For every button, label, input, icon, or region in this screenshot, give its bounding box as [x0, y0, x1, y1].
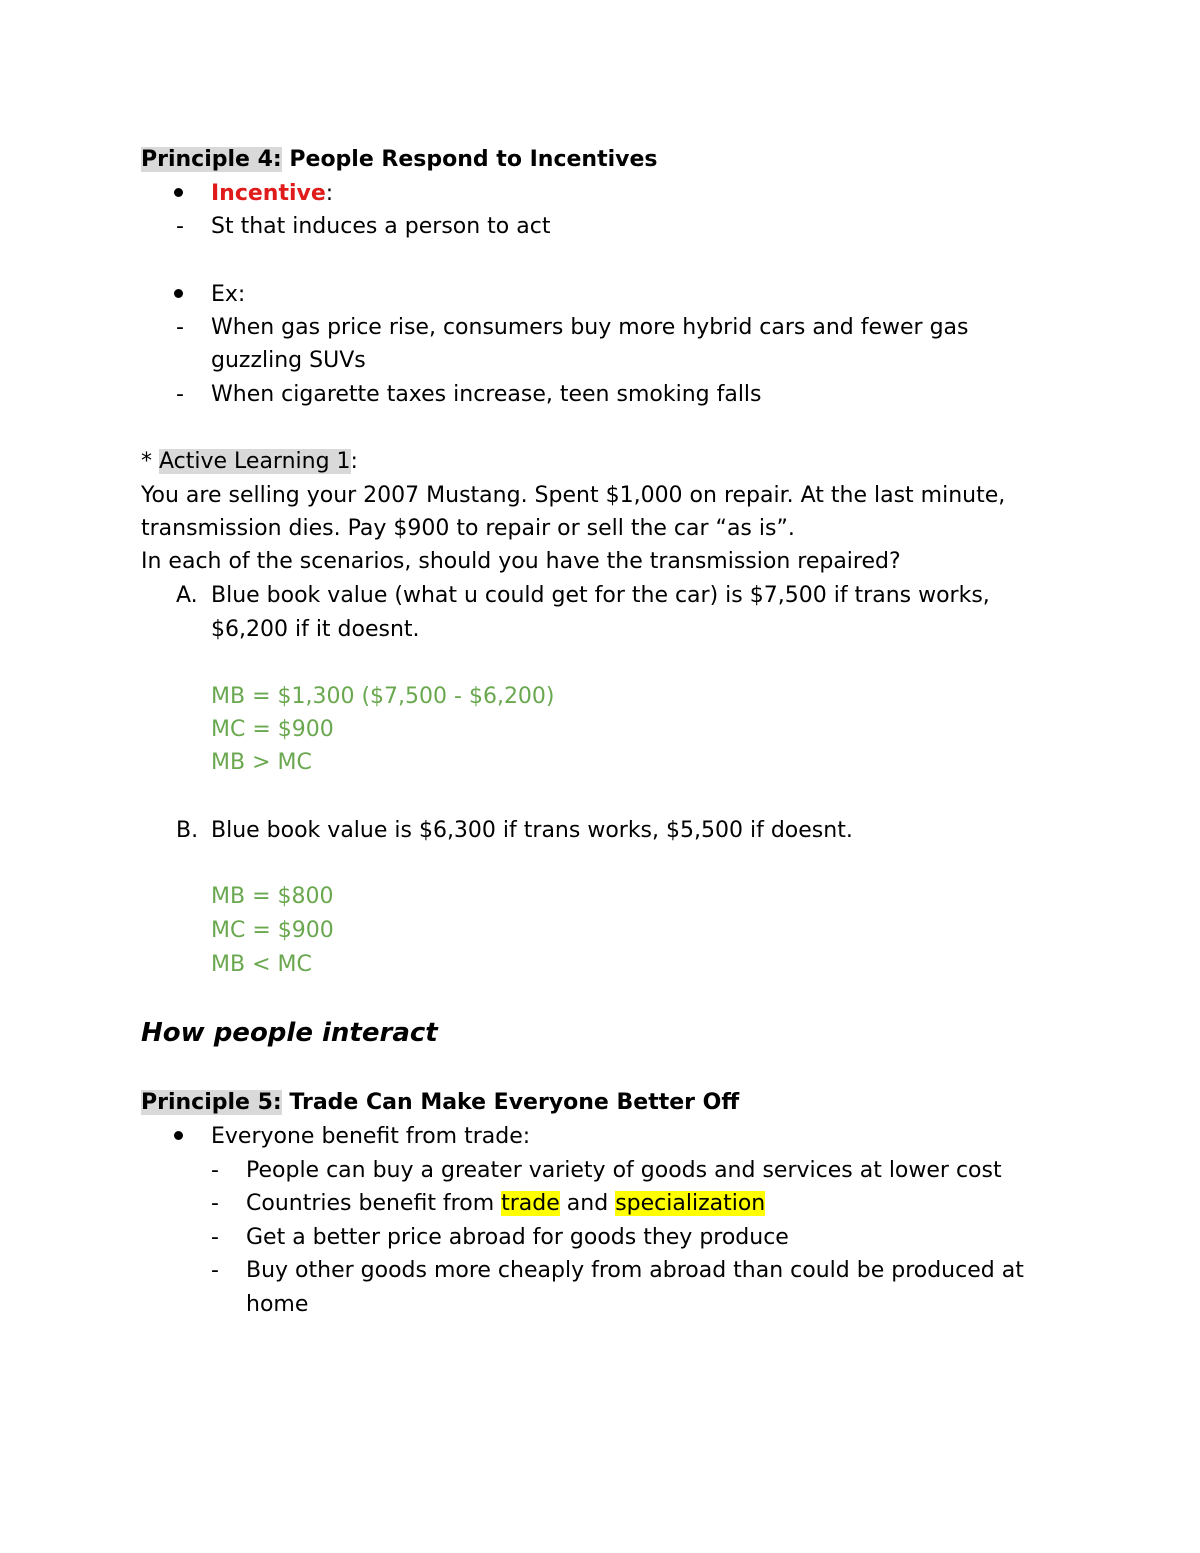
scenario-b-mb: MB = $800 [211, 884, 334, 909]
principle-5-heading [141, 1088, 739, 1118]
scenario-b-mc: MC = $900 [211, 918, 334, 943]
dash-icon: - [211, 1225, 219, 1250]
bullet-icon [174, 188, 183, 197]
scenario-a-line-1: Blue book value (what u could get for the car) is $7,500 if trans works, [211, 583, 990, 608]
dash-icon: - [176, 382, 184, 407]
scenario-a-line-2: $6,200 if it doesnt. [211, 617, 420, 642]
trade-point-4-line-2: home [246, 1292, 309, 1317]
dash-icon: - [176, 214, 184, 239]
trade-point-2-and: and [559, 1191, 616, 1216]
principle-4-label: Principle 4: [141, 147, 282, 172]
scenario-a-comparison: MB > MC [211, 750, 312, 775]
example-1-line-2: guzzling SUVs [211, 348, 366, 373]
asterisk: * [141, 449, 159, 474]
trade-point-3: Get a better price abroad for goods they produce [246, 1225, 789, 1250]
trade-benefit-bullet: Everyone benefit from trade: [211, 1124, 531, 1149]
incentive-colon: : [325, 181, 334, 206]
dash-icon: - [211, 1158, 219, 1183]
principle-4-title: People Respond to Incentives [281, 147, 658, 172]
section-heading: How people interact [141, 1018, 438, 1048]
dash-icon: - [176, 315, 184, 340]
active-learning-label: Active Learning 1 [159, 449, 351, 474]
dash-icon: - [211, 1191, 219, 1216]
example-label: Ex: [211, 282, 246, 307]
bullet-icon [174, 289, 183, 298]
active-learning-colon: : [350, 449, 358, 474]
incentive-definition: St that induces a person to act [211, 214, 551, 239]
scenario-a-mc: MC = $900 [211, 717, 334, 742]
active-learning-heading [141, 447, 358, 477]
scenario-b-comparison: MB < MC [211, 952, 312, 977]
scenario-b-marker: B. [176, 818, 199, 843]
dash-icon: - [211, 1258, 219, 1283]
trade-point-4-line-1: Buy other goods more cheaply from abroad than could be produced at [246, 1258, 1024, 1283]
principle-5-title: Trade Can Make Everyone Better Off [281, 1090, 740, 1115]
trade-highlight: trade [501, 1191, 560, 1216]
scenario-a-mb: MB = $1,300 ($7,500 - $6,200) [211, 684, 555, 709]
specialization-highlight: specialization [615, 1191, 766, 1216]
trade-point-2 [246, 1189, 765, 1219]
scenario-text-1: You are selling your 2007 Mustang. Spent $1,000 on repair. At the last minute, [141, 483, 1006, 508]
scenario-text-2: transmission dies. Pay $900 to repair or sell the car “as is”. [141, 516, 795, 541]
bullet-icon [174, 1131, 183, 1140]
principle-5-label: Principle 5: [141, 1090, 282, 1115]
scenario-question: In each of the scenarios, should you have the transmission repaired? [141, 549, 901, 574]
scenario-a-marker: A. [176, 583, 198, 608]
trade-point-1: People can buy a greater variety of goods and services at lower cost [246, 1158, 1002, 1183]
incentive-term: Incentive [211, 181, 326, 206]
example-2: When cigarette taxes increase, teen smoking falls [211, 382, 762, 407]
trade-point-2-prefix: Countries benefit from [246, 1191, 502, 1216]
incentive-line [211, 179, 333, 209]
scenario-b-line: Blue book value is $6,300 if trans works, $5,500 if doesnt. [211, 818, 853, 843]
example-1-line-1: When gas price rise, consumers buy more hybrid cars and fewer gas [211, 315, 969, 340]
principle-4-heading [141, 145, 658, 175]
